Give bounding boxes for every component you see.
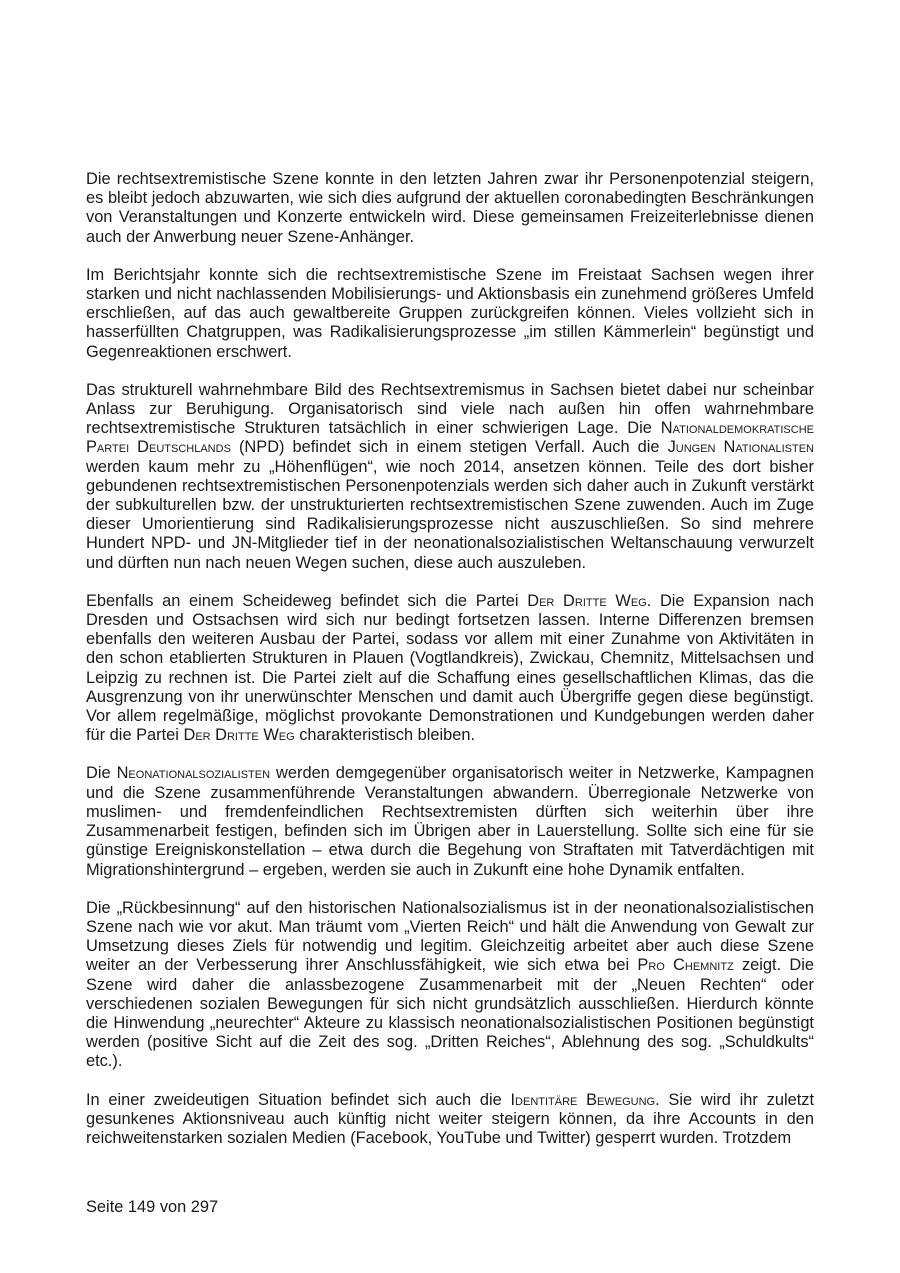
organization-name: Nationaldemokratische Partei Deutschlands <box>86 419 814 457</box>
paragraph-1 <box>86 170 814 247</box>
document-body <box>86 170 814 1167</box>
paragraph-text: In einer zweideutigen Situation befindet sich auch die <box>86 1090 511 1109</box>
organization-name: Pro Chemnitz <box>637 956 734 975</box>
organization-name: Der Dritte Weg <box>527 591 647 610</box>
paragraph-6 <box>86 899 814 1072</box>
organization-name: Der Dritte Weg <box>183 726 295 745</box>
paragraph-3 <box>86 381 814 573</box>
page-number: Seite 149 von 297 <box>86 1198 219 1216</box>
paragraph-text: Die rechtsextremistische Szene konnte in den letzten Jahren zwar ihr Personenpotenzial steigern, es bleibt jedoch abzuwarten, wie sich dies aufgrund der aktuellen coronabedingten Beschränkungen von Veranstaltungen und Konzerte entwickeln wird. Diese gemeinsamen Freizeiterlebnisse dienen auch der Anwerbung neuer Szene-Anhänger. <box>86 170 814 246</box>
paragraph-7 <box>86 1091 814 1149</box>
paragraph-text: werden demgegenüber organisatorisch weiter in Netzwerke, Kampagnen und die Szene zusammenführende Veranstaltungen abwandern. Überregionale Netzwerke von muslimen- und fremdenfeindlichen Rechtsextremisten dürften sich weiterhin über ihre Zusammenarbeit festigen, befinden sich im Übrigen aber in Lauerstellung. Sollte sich eine für sie günstige Ereigniskonstellation – etwa durch die Begehung von Straftaten mit Tatverdächtigen mit Migrationshintergrund – ergeben, werden sie auch in Zukunft eine hohe Dynamik entfalten. <box>86 764 814 879</box>
page-footer <box>86 1198 218 1217</box>
paragraph-text: Die <box>86 764 117 783</box>
paragraph-text: zeigt. Die Szene wird daher die anlassbezogene Zusammenarbeit mit der „Neuen Rechten“ oder verschiedenen sozialen Bewegungen für sich nicht grundsätzlich ausschließen. Hierdurch könnte die Hinwendung „neurechter“ Akteure zu klassisch neonationalsozialistischen Positionen begünstigt werden (positive Sicht auf die Zeit des sog. „Dritten Reiches“, Ablehnung des sog. „Schuldkults“ etc.). <box>86 956 814 1071</box>
paragraph-text: charakteristisch bleiben. <box>294 726 476 745</box>
paragraph-4 <box>86 592 814 746</box>
organization-name: Jungen Nationalisten <box>667 438 815 457</box>
paragraph-5 <box>86 764 814 879</box>
paragraph-2 <box>86 266 814 362</box>
paragraph-text: werden kaum mehr zu „Höhenflügen“, wie noch 2014, ansetzen können. Teile des dort bisher gebundenen rechtsextremistischen Personenpotenzials werden sich daher auch in Zukunft verstärkt der subkulturellen bzw. der unstrukturierten rechtsextremistischen Szene zuwenden. Auch im Zuge dieser Umorientierung sind Radikalisierungsprozesse nicht auszuschließen. So sind mehrere Hundert NPD- und JN-Mitglieder tief in der neonationalsozialistischen Weltanschauung verwurzelt und dürften nun nach neuen Wegen suchen, diese auch auszuleben. <box>86 457 814 572</box>
paragraph-text: Im Berichtsjahr konnte sich die rechtsextremistische Szene im Freistaat Sachsen wegen ihrer starken und nicht nachlassenden Mobilisierungs- und Aktionsbasis ein zunehmend größeres Umfeld erschließen, auf das auch gewaltbereite Gruppen zurückgreifen können. Vieles vollzieht sich in hasserfüllten Chatgruppen, was Radikalisierungsprozesse „im stillen Kämmerlein“ begünstigt und Gegenreaktionen erschwert. <box>86 265 814 361</box>
paragraph-text: Die „Rückbesinnung“ auf den historischen Nationalsozialismus ist in der neonationalsozialistischen Szene nach wie vor akut. Man träumt vom „Vierten Reich“ und hält die Anwendung von Gewalt zur Umsetzung dieses Ziels für notwendig und legitim. Gleichzeitig arbeitet aber auch diese Szene weiter an der Verbesserung ihrer Anschlussfähigkeit, wie sich etwa bei <box>86 898 814 975</box>
paragraph-text: Ebenfalls an einem Scheideweg befindet sich die Partei <box>86 591 528 610</box>
paragraph-text: . Die Expansion nach Dresden und Ostsachsen wird sich nur bedingt fortsetzen lassen. Interne Differenzen bremsen ebenfalls den weiteren Ausbau der Partei, sodass vor allem mit einer Zunahme von Aktivitäten in den schon etablierten Strukturen in Plauen (Vogtlandkreis), Zwickau, Chemnitz, Mittelsachsen und Leipzig zu rechnen ist. Die Partei zielt auf die Schaffung eines gesellschaftlichen Klimas, das die Ausgrenzung von ihr unerwünschter Menschen und damit auch Übergriffe gegen diese begünstigt. Vor allem regelmäßige, möglichst provokante Demonstrationen und Kundgebungen werden daher für die Partei <box>86 591 815 745</box>
organization-name: Neonationalsozialisten <box>116 764 271 783</box>
paragraph-text: (NPD) befindet sich in einem stetigen Verfall. Auch die <box>230 438 668 457</box>
organization-name: Identitäre Bewegung <box>510 1090 656 1109</box>
paragraph-text: Das strukturell wahrnehmbare Bild des Rechtsextremismus in Sachsen bietet dabei nur scheinbar Anlass zur Beruhigung. Organisatorisch sind viele nach außen hin offen wahrnehmbare rechtsextremistische Strukturen tatsächlich in einer schwierigen Lage. Die <box>86 380 814 438</box>
paragraph-text: . Sie wird ihr zuletzt gesunkenes Aktionsniveau auch künftig nicht weiter steigern können, da ihre Accounts in den reichweitenstarken sozialen Medien (Facebook, YouTube und Twitter) gesperrt wurden. Trotzdem <box>86 1090 815 1147</box>
